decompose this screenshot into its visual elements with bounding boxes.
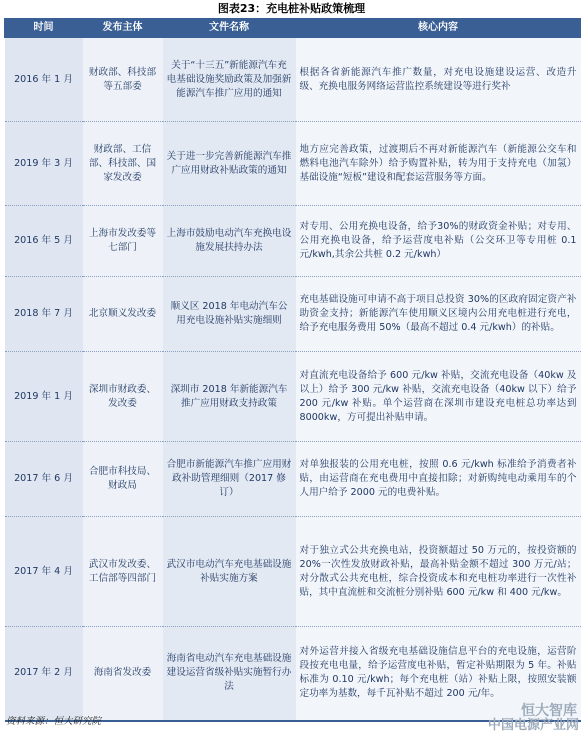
cell-content: 对单独报装的公用充电桩，按照 0.6 元/kwh 标准给予消费者补贴，由运营商在充电费用中直接扣除；对新购纯电动乘用车的个人用户给予 2000 元的电费补贴。 xyxy=(296,442,581,517)
watermark-site: 中国电源产业网 xyxy=(487,718,579,733)
header-document: 文件名称 xyxy=(163,19,296,38)
cell-time: 2018 年 7 月 xyxy=(5,277,83,352)
cell-publisher: 合肥市科技局、财政局 xyxy=(83,442,163,517)
table-row xyxy=(5,517,581,627)
cell-publisher: 财政部、科技部等五部委 xyxy=(83,38,163,122)
cell-content: 充电基础设施可申请不高于项目总投资 30%的区政府固定资产补助资金支持；新能源汽车使用顺义区境内公用充电桩进行充电，给予充电服务费用 50%（最高不超过 0.4 元/kwh）的补贴。 xyxy=(296,277,581,352)
table-title: 图表23：充电桩补贴政策梳理 xyxy=(217,2,366,15)
header-publisher: 发布主体 xyxy=(83,19,163,38)
cell-document: 深圳市 2018 年新能源汽车推广应用财政支持政策 xyxy=(163,352,296,442)
cell-content: 对于独立式公共充换电站，投资额超过 50 万元的，按投资额的 20%一次性发放财政补贴，最高补贴金额不超过 300 万元/站；对分散式公共充电桩，综合投资成本和充电桩功率进行一次性补贴，其中直流桩和交流桩分别补贴 600 元/kw 和 400 元/kw。 xyxy=(296,517,581,627)
table-row xyxy=(5,627,581,721)
cell-publisher: 海南省发改委 xyxy=(83,627,163,721)
cell-content: 对外运营并接入省级充电基础设施信息平台的充电设施，运营阶段按充电电量，给予运营度电补贴，暂定补贴期限为 5 年。补贴标准为 0.10 元/kwh；每个充电桩（站）补贴上限，按照安装额定功率为基数，每千瓦补贴不超过 200 元/年。 xyxy=(296,627,581,721)
cell-publisher: 北京顺义发改委 xyxy=(83,277,163,352)
table-row xyxy=(5,122,581,206)
cell-publisher: 武汉市发改委、工信部等四部门 xyxy=(83,517,163,627)
table-row xyxy=(5,442,581,517)
cell-time: 2017 年 2 月 xyxy=(5,627,83,721)
cell-document: 合肥市新能源汽车推广应用财政补助管理细则（2017 修订） xyxy=(163,442,296,517)
source-note: 资料来源：恒大研究院 xyxy=(6,716,102,727)
table-row xyxy=(5,352,581,442)
cell-publisher: 上海市发改委等七部门 xyxy=(83,206,163,277)
cell-time: 2016 年 5 月 xyxy=(5,206,83,277)
table-row xyxy=(5,206,581,277)
header-row xyxy=(5,19,581,38)
table-row xyxy=(5,38,581,122)
cell-document: 武汉市电动汽车充电基础设施补贴实施方案 xyxy=(163,517,296,627)
cell-content: 地方应完善政策，过渡期后不再对新能源汽车（新能源公交车和燃料电池汽车除外）给予购置补贴，转为用于支持充电（加氢）基础设施“短板”建设和配套运营服务等方面。 xyxy=(296,122,581,206)
cell-publisher: 财政部、工信部、科技部、国家发改委 xyxy=(83,122,163,206)
cell-time: 2019 年 1 月 xyxy=(5,352,83,442)
header-content: 核心内容 xyxy=(296,19,581,38)
table-row xyxy=(5,277,581,352)
cell-document: 海南省电动汽车充电基础设施建设运营省级补贴实施暂行办法 xyxy=(163,627,296,721)
cell-content: 对直流充电设备给予 600 元/kw 补贴，交流充电设备（40kw 及以上）给予 300 元/kw 补贴，交流充电设备（40kw 以下）给予 200 元/kw 补贴。单个运营商在深圳市建设充电桩总功率达到 8000kw，方可提出补贴申请。 xyxy=(296,352,581,442)
watermark-logo: 恒大智库 xyxy=(521,703,577,719)
cell-document: 关于进一步完善新能源汽车推广应用财政补贴政策的通知 xyxy=(163,122,296,206)
cell-time: 2016 年 1 月 xyxy=(5,38,83,122)
cell-document: 顺义区 2018 年电动汽车公用充电设施补贴实施细则 xyxy=(163,277,296,352)
cell-time: 2017 年 4 月 xyxy=(5,517,83,627)
cell-time: 2019 年 3 月 xyxy=(5,122,83,206)
cell-content: 对专用、公用充换电设备，给予30%的财政资金补贴；对专用、公用充换电设备，给予运营度电补贴（公交环卫等专用桩 0.1 元/kwh,其余公共桩 0.2 元/kwh） xyxy=(296,206,581,277)
header-time: 时间 xyxy=(5,19,83,38)
cell-publisher: 深圳市财政委、发改委 xyxy=(83,352,163,442)
policy-table xyxy=(4,18,581,722)
cell-document: 上海市鼓励电动汽车充换电设施发展扶持办法 xyxy=(163,206,296,277)
cell-document: 关于“十三五”新能源汽车充电基础设施奖励政策及加强新能源汽车推广应用的通知 xyxy=(163,38,296,122)
cell-time: 2017 年 6 月 xyxy=(5,442,83,517)
cell-content: 根据各省新能源汽车推广数量，对充电设施建设运营、改造升级、充换电服务网络运营监控系统建设等进行奖补 xyxy=(296,38,581,122)
